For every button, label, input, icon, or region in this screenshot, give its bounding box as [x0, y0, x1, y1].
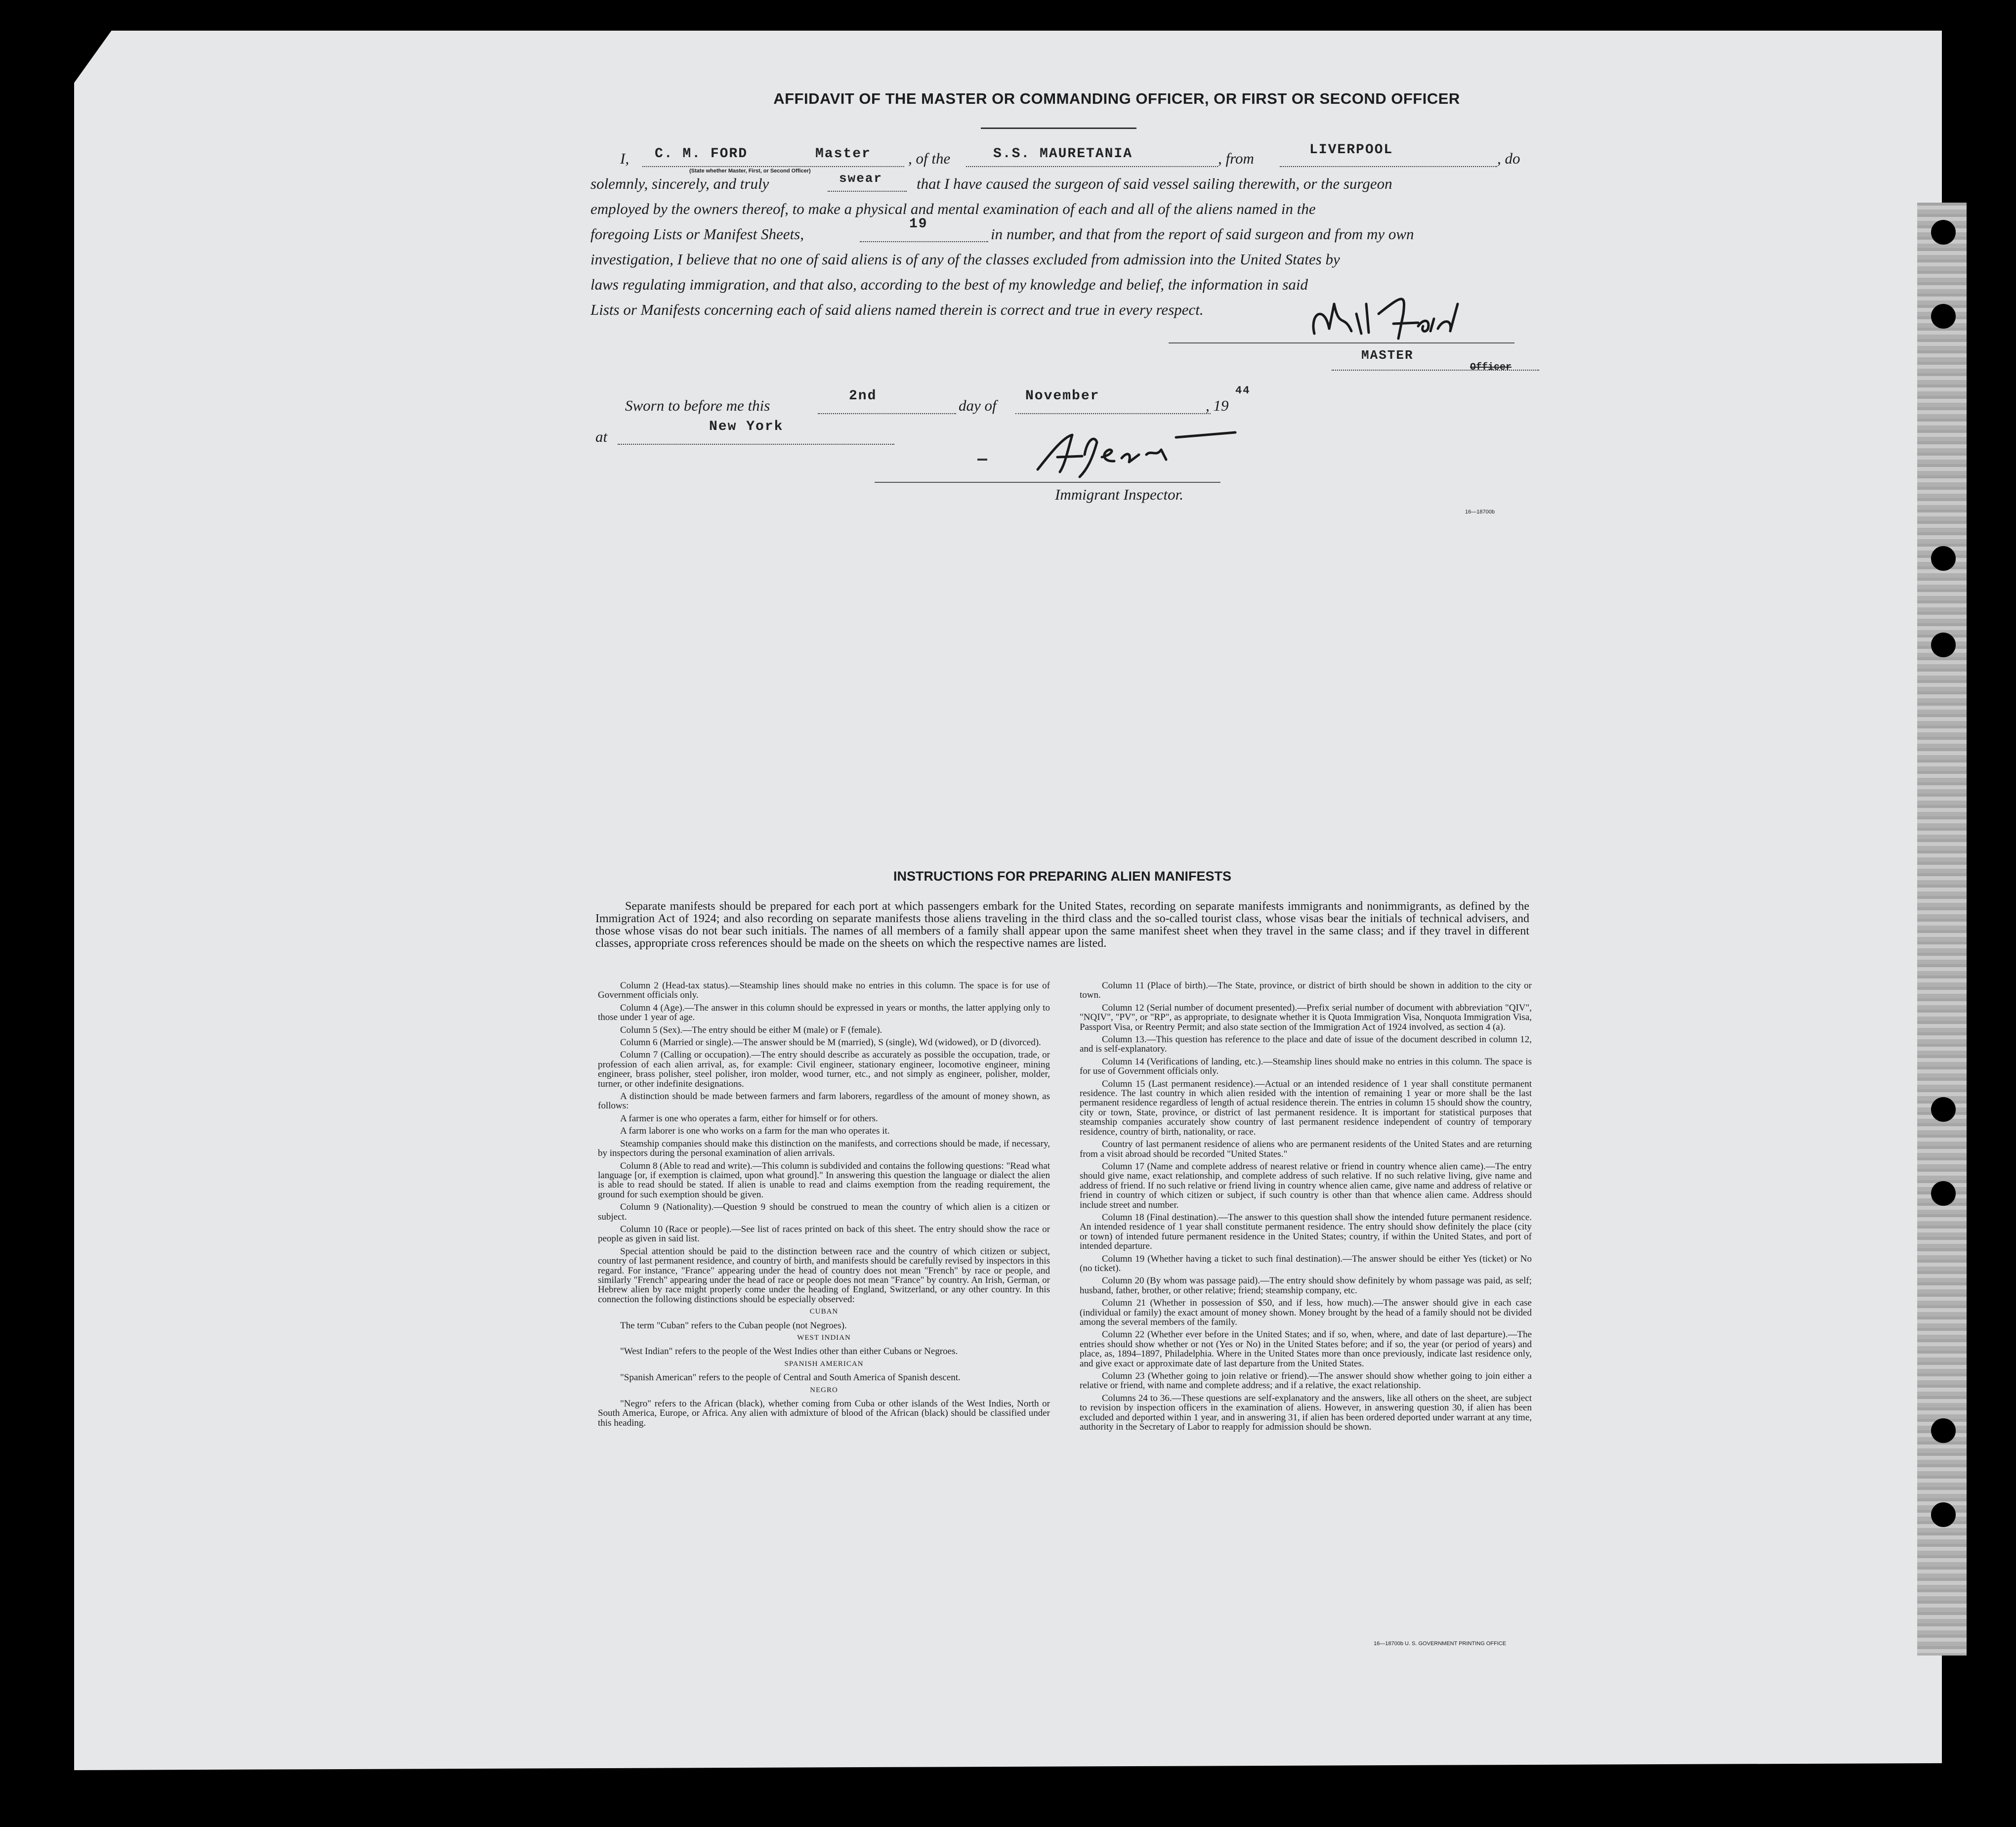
- sworn-month: November: [1025, 388, 1100, 404]
- printing-office-footer: 16—18700b U. S. GOVERNMENT PRINTING OFFICE: [1374, 1641, 1507, 1647]
- instructions-intro: Separate manifests should be prepared for each port at which passengers embark for the United States, recording on separate manifests immigrants and nonimmigrants, as defined by the Immigration Act of 1924; and also recording on separate manifests those aliens traveling in the third class and the so-called tourist class, whose visas bear the initials of technical advisers, and those whose visas do not bear such initials. The names of all members of a family shall appear upon the same manifest sheet when they travel in the same class; and if they travel in different classes, appropriate cross references should be made on the sheets on which the respective names are listed.: [595, 900, 1529, 950]
- oath-i: I,: [620, 150, 630, 167]
- officer-name: C. M. FORD: [655, 146, 748, 162]
- instruction-paragraph: Column 19 (Whether having a ticket to such final destination).—The answer should be either Yes (ticket) or No (no ticket).: [1080, 1253, 1532, 1274]
- oath-line3: employed by the owners thereof, to make a physical and mental examination of each and all of the aliens named in the: [590, 200, 1316, 217]
- oath-line4-start: foregoing Lists or Manifest Sheets,: [590, 225, 804, 243]
- day-field: [818, 395, 956, 414]
- instruction-paragraph: Column 22 (Whether ever before in the United States; and if so, when, where, and date of last departure).—The entries should show whether or not (Yes or No) in the United States before; and if so, the year (or period of years) and place, as, 1894–1897, Philadelphia. Where in the United States more than once previously, indicate last residence only, and give exact or approximate date of last departure from the United States.: [1080, 1329, 1532, 1369]
- instruction-paragraph: Column 13.—This question has reference to the place and date of issue of the document described in column 12, and is self-explanatory.: [1080, 1034, 1532, 1055]
- heading-cuban: CUBAN: [809, 1308, 839, 1316]
- oath-of-the: , of the: [908, 150, 951, 167]
- instructions-left-column: [598, 981, 1050, 1431]
- punch-hole: [1931, 304, 1956, 329]
- instruction-paragraph: A distinction should be made between farmers and farm laborers, regardless of the amount of money shown, as follows:: [598, 1091, 1050, 1111]
- form-number: 16—18700b: [1465, 509, 1495, 515]
- instruction-paragraph: A farm laborer is one who works on a farm for the man who operates it.: [620, 1126, 890, 1137]
- punch-hole: [1931, 1418, 1956, 1443]
- punch-hole: [1931, 1181, 1956, 1206]
- rank-caption: (State whether Master, First, or Second Officer): [689, 168, 811, 174]
- instruction-paragraph: Column 6 (Married or single).—The answer should be M (married), S (single), Wd (widowed), or D (divorced).: [620, 1037, 1041, 1048]
- inspector-caption: Immigrant Inspector.: [1055, 486, 1184, 503]
- instruction-paragraph: Column 2 (Head-tax status).—Steamship lines should make no entries in this column. The space is for use of Government officials only.: [598, 980, 1050, 1001]
- master-signature: [1304, 284, 1463, 343]
- punch-hole: [1931, 546, 1956, 571]
- instruction-paragraph: Steamship companies should make this distinction on the manifests, and corrections should be made, if necessary, by inspectors during the personal examination of alien arrivals.: [598, 1138, 1050, 1159]
- day-of-label: day of: [959, 397, 997, 414]
- at-label: at: [595, 428, 608, 445]
- instruction-paragraph: Country of last permanent residence of aliens who are permanent residents of the United States and are returning from a visit abroad should be recorded "United States.": [1080, 1139, 1532, 1159]
- oath-do: , do: [1497, 150, 1520, 167]
- instruction-paragraph: Column 11 (Place of birth).—The State, province, or district of birth should be shown in addition to the city or town.: [1080, 980, 1532, 1001]
- oath-from: , from: [1218, 150, 1254, 167]
- vessel-name: S.S. MAURETANIA: [993, 146, 1133, 162]
- instruction-paragraph: Column 7 (Calling or occupation).—The entry should describe as accurately as possible the occupation, trade, or profession of each alien arrival, as, for example: Civil engineer, stationary engineer, locomotive engineer, mining engineer, brass polisher, steel polisher, iron molder, wood turner, etc., and not simply as engineer, polisher, molder, turner, or other indefinite designations.: [598, 1050, 1050, 1089]
- oath-solemnly: solemnly, sincerely, and truly: [590, 175, 769, 192]
- sworn-day: 2nd: [849, 388, 877, 404]
- instruction-paragraph: Column 5 (Sex).—The entry should be either M (male) or F (female).: [620, 1024, 882, 1035]
- instruction-paragraph: Column 23 (Whether going to join relative or friend).—The answer should show whether going to join either a relative or friend, with name and complete address; and if a relative, the exact relationship.: [1080, 1371, 1532, 1391]
- sheet-count: 19: [909, 216, 928, 232]
- punch-hole: [1931, 1502, 1956, 1527]
- sworn-label: Sworn to before me this: [625, 397, 770, 414]
- instruction-paragraph: Column 14 (Verifications of landing, etc.).—Steamship lines should make no entries in this column. The space is for use of Government officials only.: [1080, 1056, 1532, 1077]
- oath-line4-rest: in number, and that from the report of said surgeon and from my own: [991, 225, 1414, 243]
- oath-line6: laws regulating immigration, and that also, according to the best of my knowledge and belief, the information in said: [590, 276, 1308, 293]
- signer-title: MASTER: [1361, 348, 1414, 363]
- punch-hole: [1931, 1097, 1956, 1122]
- instruction-paragraph: Column 15 (Last permanent residence).—Actual or an intended residence of 1 year shall constitute permanent residence. The last country in which alien resided with the intention of remaining 1 year or more shall be the last permanent residence regardless of length of actual residence therein. The entries in column 15 should show the country, city or town, State, province, or district of last permanent residence. It is important for statistical purposes that steamship companies accurately show country of last permanent residence independent of country of temporary residence, country of birth, nationality, or race.: [1080, 1078, 1532, 1137]
- heading-west-indian: WEST INDIAN: [797, 1334, 851, 1342]
- punch-hole: [1931, 220, 1956, 245]
- instruction-paragraph: A farmer is one who operates a farm, either for himself or for others.: [620, 1113, 878, 1124]
- instruction-paragraph: Column 18 (Final destination).—The answer to this question shall show the intended future permanent residence. An intended residence of 1 year shall constitute permanent residence. The entry should show definitely the place (city or town) of intended future permanent residence in the United States; country, if within the United States, and port of intended departure.: [1080, 1212, 1532, 1252]
- instruction-paragraph: Column 4 (Age).—The answer in this column should be expressed in years or months, the latter applying only to those under 1 year of age.: [598, 1002, 1050, 1023]
- instruction-paragraph: The term "Cuban" refers to the Cuban people (not Negroes).: [620, 1320, 847, 1331]
- sworn-year: 44: [1235, 384, 1251, 397]
- struck-officer-label: Officer: [1470, 362, 1512, 373]
- heading-spanish-american: SPANISH AMERICAN: [784, 1360, 864, 1368]
- instruction-paragraph: Column 8 (Able to read and write).—This column is subdivided and contains the following questions: "Read what language [or, if exemption is claimed, upon what ground]." In answering this question the language or dialect the alien is able to read should be stated. If alien is unable to read and claims exemption from the reading requirement, the ground for such exemption should be given.: [598, 1160, 1050, 1200]
- instruction-paragraph: "Negro" refers to the African (black), whether coming from Cuba or other islands of the West Indies, North or South America, Europe, or Africa. Any alien with admixture of blood of the African (black) should be classified under this heading.: [598, 1399, 1050, 1428]
- title-rule: [981, 127, 1136, 129]
- instruction-paragraph: Column 12 (Serial number of document presented).—Prefix serial number of document with abbreviation "QIV", "NQIV", "PV", or "RP", as appropriate, to designate whether it is Quota Immigration Visa, Nonquota Immigration Visa, Passport Visa, or Reentry Permit; and also state section of the Immigration Act of 1924 involved, as section 4 (a).: [1080, 1002, 1532, 1032]
- officer-rank: Master: [815, 146, 871, 162]
- instruction-paragraph: Column 10 (Race or people).—See list of races printed on back of this sheet. The entry should show the race or people as given in said list.: [598, 1224, 1050, 1244]
- instructions-title: INSTRUCTIONS FOR PREPARING ALIEN MANIFESTS: [893, 869, 1232, 884]
- oath-word: swear: [839, 171, 883, 186]
- instruction-paragraph: "Spanish American" refers to the people of Central and South America of Spanish descent.: [620, 1372, 961, 1383]
- instruction-paragraph: Column 9 (Nationality).—Question 9 should be construed to mean the country of which alien is a citizen or subject.: [598, 1202, 1050, 1222]
- inspector-signature: [1028, 423, 1250, 482]
- year-prefix: , 19: [1206, 397, 1229, 414]
- oath-line2: that I have caused the surgeon of said vessel sailing therewith, or the surgeon: [917, 175, 1392, 192]
- departure-port: LIVERPOOL: [1309, 142, 1393, 158]
- oath-line7: Lists or Manifests concerning each of said aliens named therein is correct and true in every respect.: [590, 301, 1204, 318]
- heading-negro: NEGRO: [810, 1386, 838, 1394]
- affidavit-title: AFFIDAVIT OF THE MASTER OR COMMANDING OFFICER, OR FIRST OR SECOND OFFICER: [773, 90, 1460, 107]
- sworn-place: New York: [709, 419, 784, 434]
- instructions-right-column: [1080, 981, 1532, 1435]
- master-signature-line: [1169, 342, 1514, 343]
- instruction-paragraph: "West Indian" refers to the people of the West Indies other than either Cubans or Negroes.: [620, 1346, 958, 1357]
- instruction-paragraph: Column 17 (Name and complete address of nearest relative or friend in country whence alien came).—The entry should give name, exact relationship, and complete address of such relative. If no such relative living, give name and address of friend. If no such relative or friend living in country whence alien came, give name and address of relative or friend in country of which citizen or subject, if such country is other than that whence alien came. Address should include street and number.: [1080, 1161, 1532, 1210]
- punch-hole: [1931, 633, 1956, 657]
- oath-line5: investigation, I believe that no one of said aliens is of any of the classes excluded from admission into the United States by: [590, 251, 1340, 268]
- instruction-paragraph: Column 20 (By whom was passage paid).—The entry should show definitely by whom passage was paid, as self; husband, father, brother, or other relative; friend; steamship company, etc.: [1080, 1275, 1532, 1296]
- instruction-paragraph: Column 21 (Whether in possession of $50, and if less, how much).—The answer should give in each case (individual or family) the exact amount of money shown. Money brought by the head of a family should not be divided among the several members of the family.: [1080, 1298, 1532, 1327]
- signature-mark: [977, 459, 987, 461]
- instruction-paragraph: Special attention should be paid to the distinction between race and the country of which citizen or subject, country of last permanent residence, and country of birth, and manifests should be carefully revised by inspectors in this regard. For instance, "France" appearing under the head of country does not mean "French" by race or people, and similarly "French" appearing under the head of race or people does not mean "France" by country. An Irish, German, or Hebrew alien by race might properly come under the heading of England, Switzerland, or any other country. In this connection the following distinctions should be especially observed:: [598, 1246, 1050, 1305]
- instruction-paragraph: Columns 24 to 36.—These questions are self-explanatory and the answers, like all others on the sheet, are subject to revision by inspection officers in the examination of aliens. However, in answering question 30, if alien has been excluded and deported within 1 year, and in answering 31, if alien has been ordered deported under warrant at any time, authority in the Secretary of Labor to reapply for admission should be shown.: [1080, 1393, 1532, 1433]
